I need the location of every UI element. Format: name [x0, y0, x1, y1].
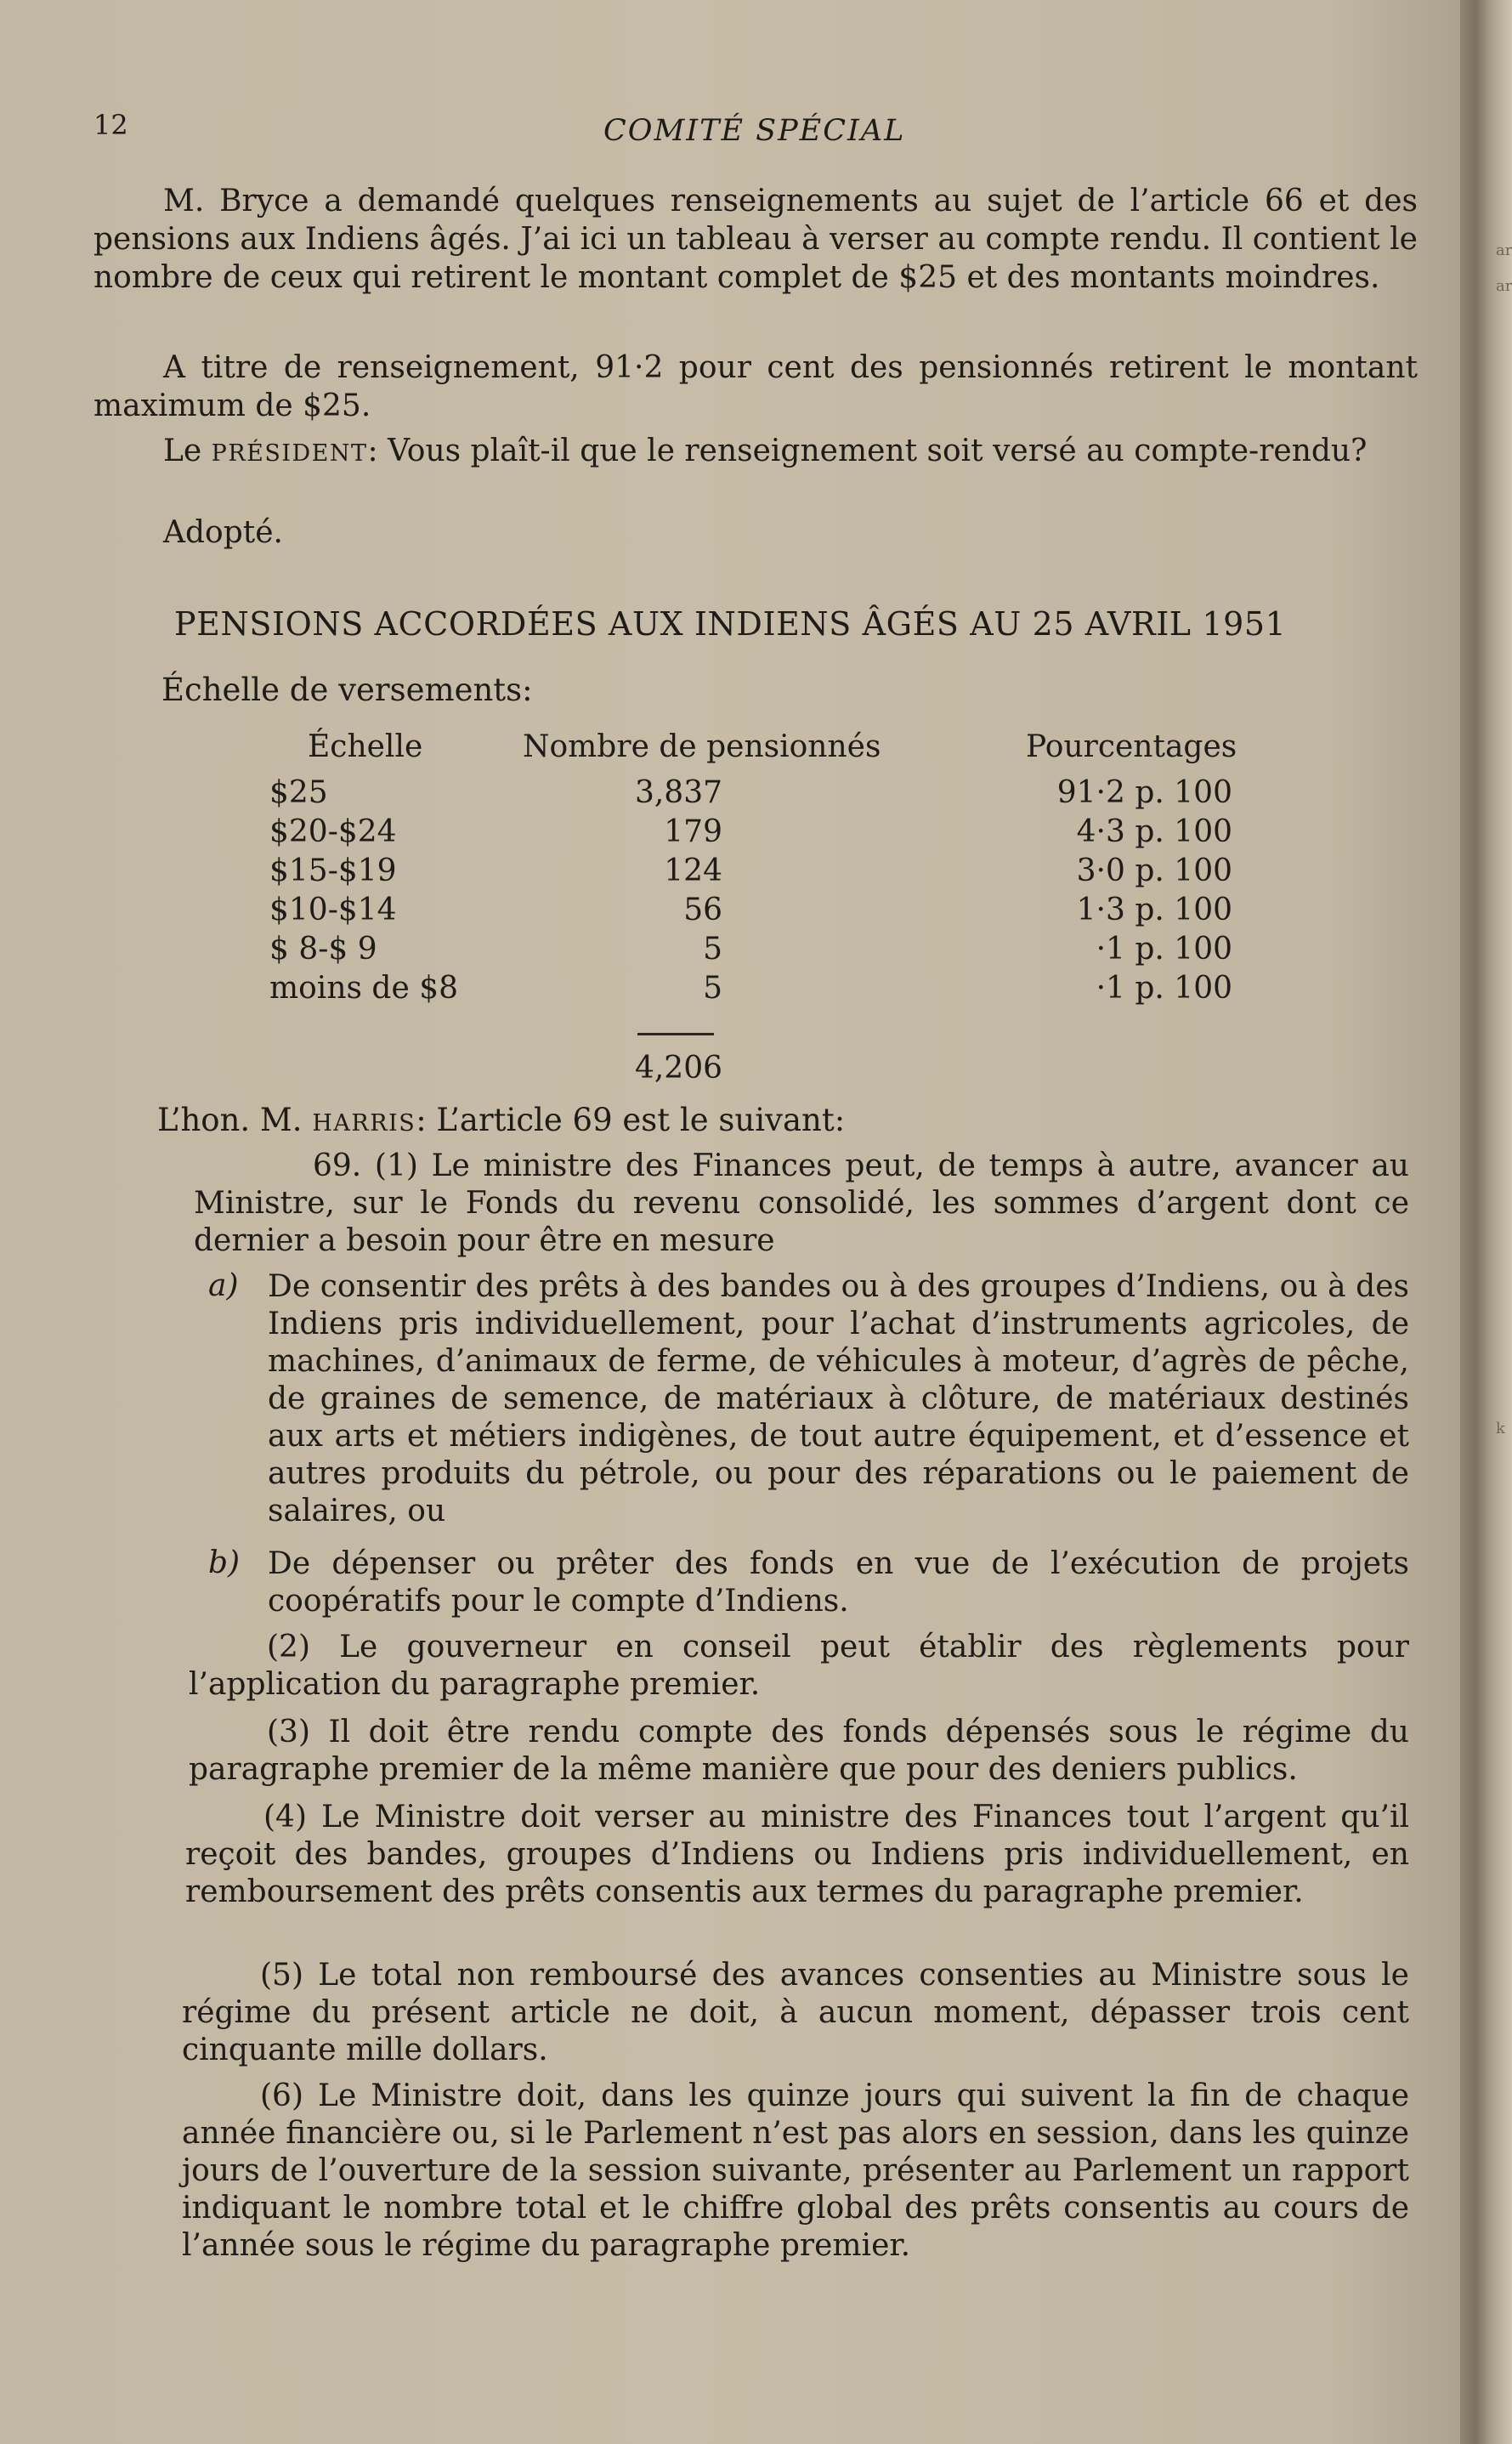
running-head: COMITÉ SPÉCIAL [603, 114, 906, 148]
table-row [0, 971, 1445, 1010]
column-header-percent: Pourcentages [1026, 729, 1237, 764]
speaker-name: PRÉSIDENT [211, 440, 368, 467]
item-letter-a: a) [208, 1268, 239, 1303]
scale-cell: $ 8-$ 9 [269, 932, 377, 967]
scale-cell: $15-$19 [269, 853, 397, 888]
table-row [0, 775, 1445, 814]
facing-page-fragment: ar [1496, 277, 1512, 295]
table-row [0, 814, 1445, 853]
percent-cell: ·1 p. 100 [1096, 971, 1232, 1006]
scale-cell: moins de $8 [269, 971, 459, 1006]
table-total: 4,206 [634, 1051, 722, 1086]
article-69-paragraph-6: (6) Le Ministre doit, dans les quinze jours qui suivent la fin de chaque année financière ou, si le Parlement n’est pas alors en session, dans les quinze jours de l’ouverture de la session suivante, présenter au Parlement un rapport indiquant le nombre total et le chiffre global des prêts consentis au cours de l’année sous le régime du paragraphe premier. [182, 2078, 1409, 2263]
count-cell: 179 [664, 814, 722, 849]
article-69-paragraph-5: (5) Le total non remboursé des avances consenties au Ministre sous le régime du présent article ne doit, à aucun moment, dépasser trois cent cinquante mille dollars. [182, 1958, 1409, 2067]
article-69-item-a: De consentir des prêts à des bandes ou à des groupes d’Indiens, ou à des Indiens pris individuellement, pour l’achat d’instruments agricoles, de machines, d’animaux de ferme, de véhicules à moteur, d’agrès de pêche, de graines de semence, de matériaux à clôture, de matériaux destinés aux arts et métiers indigènes, de tout autre équipement, et d’essence et autres produits du pétrole, ou pour des réparations ou le paiement de salaires, ou [268, 1269, 1409, 1528]
percent-cell: 4·3 p. 100 [1076, 814, 1232, 849]
percent-cell: 91·2 p. 100 [1056, 775, 1232, 810]
table-row [0, 893, 1445, 932]
count-cell: 124 [664, 853, 722, 888]
facing-page-fragment: ar [1496, 241, 1512, 259]
count-cell: 5 [703, 932, 722, 967]
speaker-prefix: Le [163, 434, 212, 468]
percent-cell: ·1 p. 100 [1096, 932, 1232, 967]
column-header-count: Nombre de pensionnés [523, 729, 881, 764]
count-cell: 3,837 [634, 775, 722, 810]
adopted-line: Adopté. [163, 515, 283, 550]
facing-page-fragment: k [1496, 1420, 1505, 1437]
scale-cell: $20-$24 [269, 814, 397, 849]
speech-text: : Vous plaît-il que le renseignement soit versé au compte-rendu? [367, 434, 1368, 468]
percent-cell: 1·3 p. 100 [1076, 893, 1232, 927]
scale-cell: $25 [269, 775, 328, 810]
article-69-paragraph-4: (4) Le Ministre doit verser au ministre des Finances tout l’argent qu’il reçoit des bandes, groupes d’Indiens ou Indiens pris individuellement, en remboursement des prêts consentis aux termes du paragraphe premier. [185, 1800, 1409, 1909]
speech-text: : L’article 69 est le suivant: [416, 1102, 846, 1138]
intro-paragraph-1: M. Bryce a demandé quelques renseignements au sujet de l’article 66 et des pensions aux Indiens âgés. J’ai ici un tableau à verser au compte rendu. Il contient le nombre de ceux qui retirent le montant complet de $25 et des montants moindres. [93, 184, 1418, 295]
item-letter-b: b) [208, 1545, 241, 1580]
column-header-scale: Échelle [308, 729, 423, 764]
page-number: 12 [93, 109, 128, 141]
table-row [0, 932, 1445, 971]
table-row [0, 853, 1445, 893]
percent-cell: 3·0 p. 100 [1076, 853, 1232, 888]
intro-paragraph-2: A titre de renseignement, 91·2 pour cent des pensionnés retirent le montant maximum de $25. [93, 350, 1418, 423]
scale-label: Échelle de versements: [161, 672, 533, 708]
article-69-paragraph-3: (3) Il doit être rendu compte des fonds dépensés sous le régime du paragraphe premier de la même manière que pour des deniers publics. [189, 1715, 1409, 1787]
harris-statement [157, 1102, 845, 1138]
table-title: PENSIONS ACCORDÉES AUX INDIENS ÂGÉS AU 25 AVRIL 1951 [174, 605, 1287, 643]
count-cell: 5 [703, 971, 722, 1006]
article-69-item-b: De dépenser ou prêter des fonds en vue de l’exécution de projets coopératifs pour le compte d’Indiens. [268, 1546, 1409, 1619]
speaker-prefix: L’hon. M. [157, 1102, 313, 1138]
total-rule [637, 1033, 714, 1035]
scale-cell: $10-$14 [269, 893, 397, 927]
book-spine-shadow [1460, 0, 1512, 2444]
president-question [93, 432, 1418, 473]
speaker-name: HARRIS [312, 1110, 416, 1137]
article-69-paragraph-2: (2) Le gouverneur en conseil peut établir des règlements pour l’application du paragraphe premier. [189, 1630, 1409, 1702]
article-69-paragraph-1: 69. (1) Le ministre des Finances peut, de temps à autre, avancer au Ministre, sur le Fonds du revenu consolidé, les sommes d’argent dont ce dernier a besoin pour être en mesure [194, 1148, 1409, 1258]
count-cell: 56 [683, 893, 722, 927]
